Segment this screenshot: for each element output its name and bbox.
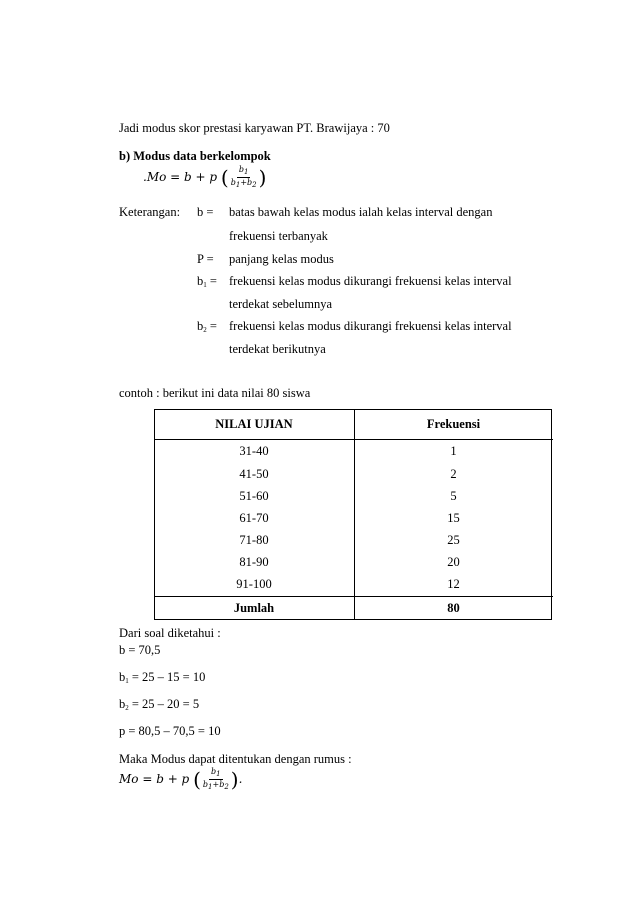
formula-fraction: $\frac{b1}{b1+b2}$ [230,165,257,189]
ket-b2-symbol: $b_2$ = [197,319,217,334]
table-row: 71-80 25 [239,533,460,547]
final-formula [119,767,242,792]
formula-lead: . [143,170,147,184]
given-p: p = 80,5 – 70,5 = 10 [119,724,221,738]
header-frekuensi: Frekuensi [354,409,553,440]
given-b2: $b_2 = 25 - 20 = 5$ [119,697,200,712]
formula-lhs: Mo = b + p [146,170,218,184]
table-column-divider [354,409,355,620]
ket-b-line2: frekuensi terbanyak [229,229,328,243]
final-fraction: $\frac{b1}{b1+b2}$ [202,767,229,791]
intro-line: Jadi modus skor prestasi karyawan PT. Brawijaya : 70 [119,121,390,135]
example-intro: contoh : berikut ini data nilai 80 siswa [119,386,311,400]
section-heading: b) Modus data berkelompok [119,149,271,163]
conclusion-text: Maka Modus dapat ditentukan dengan rumus : [119,752,352,766]
table-row: 31-40 1 [239,444,457,459]
ket-b1-line2: terdekat sebelumnya [229,297,333,311]
given-b: b = 70,5 [119,643,161,657]
table-row: 51-60 5 [239,489,457,503]
final-trail: . [238,772,243,786]
paren-open-icon: ( [193,767,201,792]
paren-open-icon: ( [220,165,229,190]
keterangan-label: Keterangan: [119,205,181,219]
table-row: 81-90 20 [239,555,460,569]
paren-close-icon: ) [258,165,267,190]
header-nilai: NILAI UJIAN [154,409,354,440]
table-row: 41-50 2 [239,467,457,481]
mode-formula [143,165,266,190]
ket-b2-line2: terdekat berikutnya [229,342,326,356]
paren-close-icon: ) [230,767,239,792]
table-row: 61-70 15 [239,511,460,525]
table-row: 91-100 12 [236,577,460,591]
given-b1: $b_1 = 25 - 15 = 10$ [119,670,206,685]
ket-b1-line1: frekuensi kelas modus dikurangi frekuensi kelas interval [229,274,512,288]
footer-total: 80 [354,596,553,621]
ket-b1-symbol: $b_1$ = [197,274,217,289]
ket-b-line1: batas bawah kelas modus ialah kelas interval dengan [229,205,493,219]
final-lhs: Mo = b + p [119,772,190,786]
solution-heading: Dari soal diketahui : [119,626,221,640]
ket-b2-line1: frekuensi kelas modus dikurangi frekuensi kelas interval [229,319,512,333]
ket-p-symbol: P = [197,252,214,266]
ket-p-line1: panjang kelas modus [229,252,334,266]
ket-b-symbol: b = [197,205,214,219]
footer-jumlah: Jumlah [154,596,354,621]
